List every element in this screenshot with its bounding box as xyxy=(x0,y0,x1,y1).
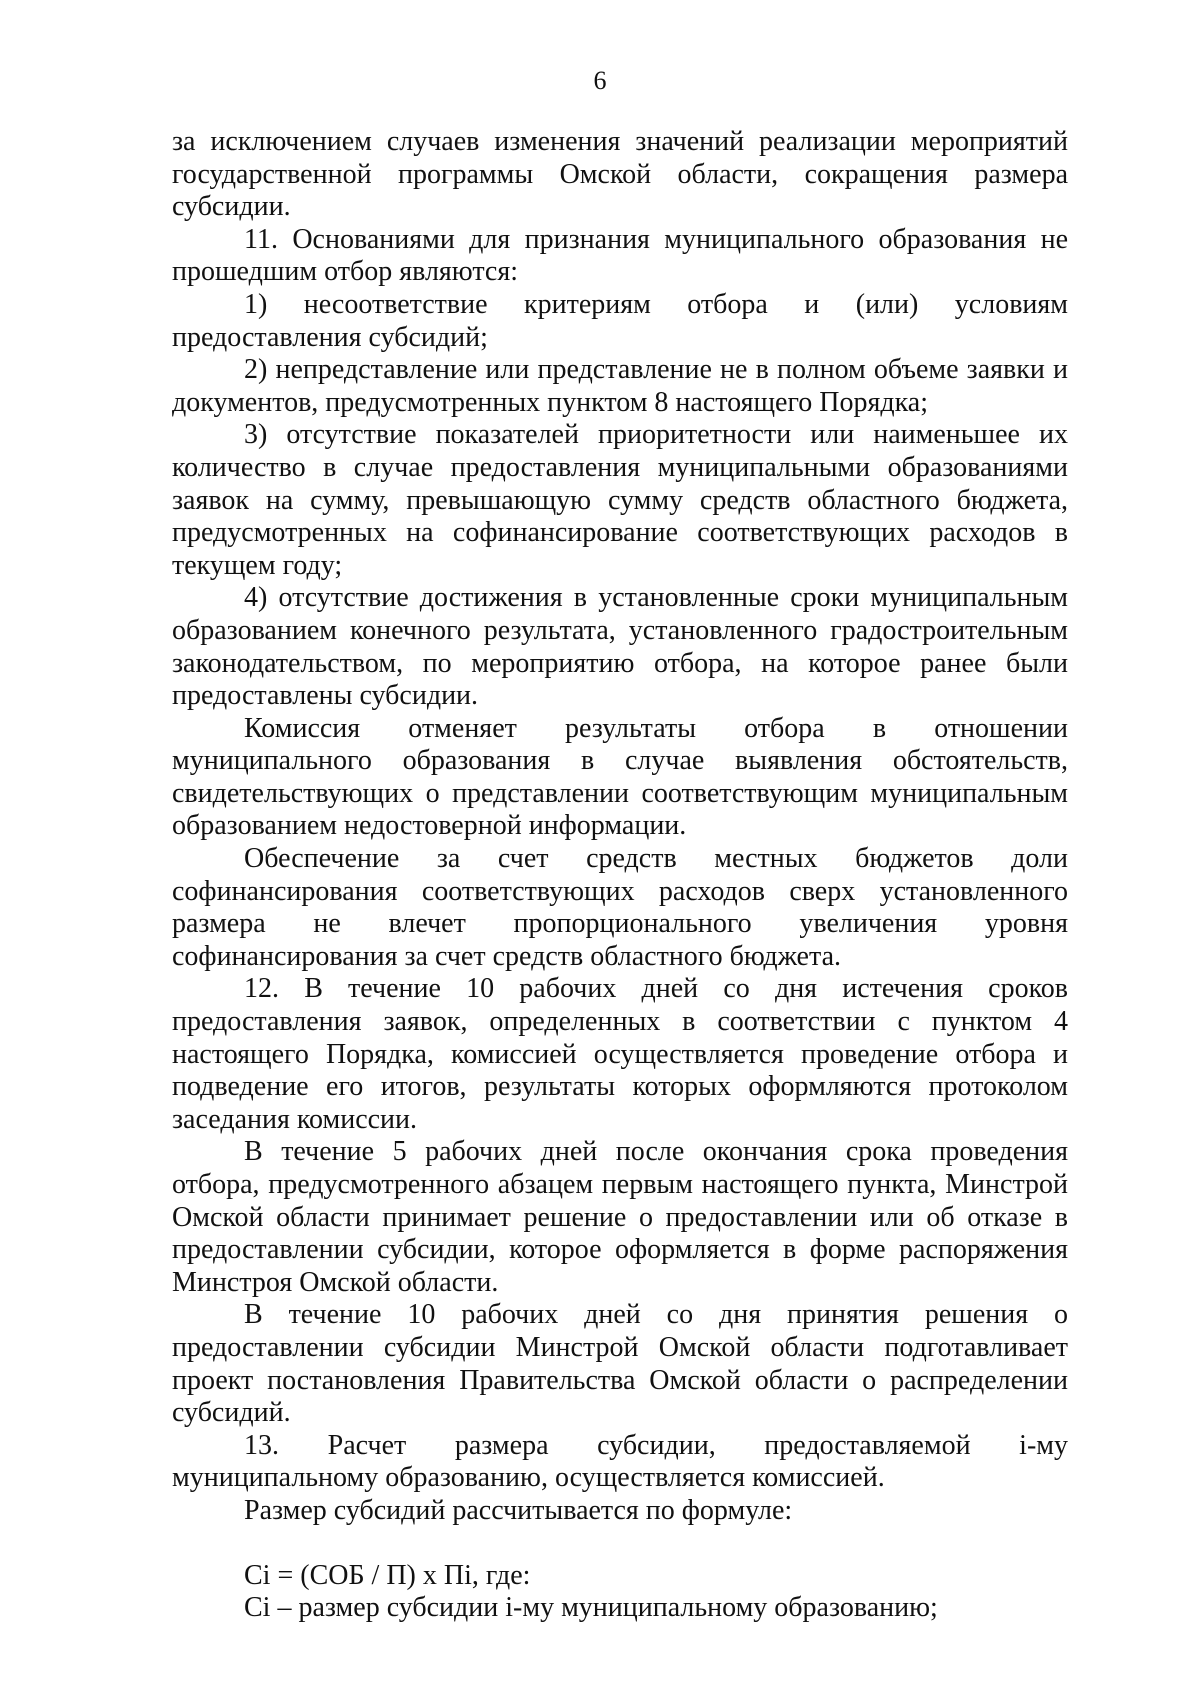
paragraph-commission-cancel: Комиссия отменяет результаты отбора в отношении муниципального образования в случае выявления обстоятельств, свидетельствующих о представлении соответствующим муниципальным образованием недостоверной информации. xyxy=(172,712,1068,842)
paragraph-decision: В течение 5 рабочих дней после окончания срока проведения отбора, предусмотренного абзацем первым настоящего пункта, Минстрой Омской области принимает решение о предоставлении или об отказе в предоставлении субсидии, которое оформляется в форме распоряжения Минстроя Омской области. xyxy=(172,1136,1068,1298)
paragraph-item-12: 12. В течение 10 рабочих дней со дня истечения сроков предоставления заявок, определенных в соответствии с пунктом 4 настоящего Порядка, комиссией осуществляется проведение отбора и подведение его итогов, результаты которых оформляются протоколом заседания комиссии. xyxy=(172,973,1068,1135)
formula-definition: Ci – размер субсидии i-му муниципальному образованию; xyxy=(244,1592,938,1624)
formula-expression: Ci = (СОБ / П) x Пi, где: xyxy=(244,1559,531,1591)
list-item-4: 4) отсутствие достижения в установленные сроки муниципальным образованием конечного результата, установленного градостроительным законодательством, по мероприятию отбора, на которое ранее были предоставлены субсидии. xyxy=(172,582,1068,712)
paragraph-formula-intro: Размер субсидий рассчитывается по формуле: xyxy=(244,1494,793,1526)
blank-line xyxy=(172,1528,1068,1560)
page-number: 6 xyxy=(593,66,607,95)
document-body xyxy=(172,0,1068,1625)
paragraph-draft-resolution: В течение 10 рабочих дней со дня принятия решения о предоставлении субсидии Минстрой Омской области подготавливает проект постановления Правительства Омской области о распределении субсидий. xyxy=(172,1299,1068,1429)
paragraph-local-budget: Обеспечение за счет средств местных бюджетов доли софинансирования соответствующих расходов сверх установленного размера не влечет пропорционального увеличения уровня софинансирования за счет средств областного бюджета. xyxy=(172,843,1068,972)
list-item-1: 1) несоответствие критериям отбора и (или) условиям предоставления субсидий; xyxy=(172,288,1068,353)
list-item-2: 2) непредставление или представление не в полном объеме заявки и документов, предусмотренных пунктом 8 настоящего Порядка; xyxy=(172,354,1068,418)
list-item-3: 3) отсутствие показателей приоритетности или наименьшее их количество в случае предоставления муниципальными образованиями заявок на сумму, превышающую сумму средств областного бюджета, предусмотренных на софинансирование соответствующих расходов в текущем году; xyxy=(172,419,1068,581)
paragraph-continuation: за исключением случаев изменения значений реализации мероприятий государственной программы Омской области, сокращения размера субсидии. xyxy=(172,126,1068,223)
paragraph-item-13: 13. Расчет размера субсидии, предоставляемой i-му муниципальному образованию, осуществляется комиссией. xyxy=(172,1429,1068,1494)
paragraph-item-11: 11. Основаниями для признания муниципального образования не прошедшим отбор являются: xyxy=(172,223,1068,288)
